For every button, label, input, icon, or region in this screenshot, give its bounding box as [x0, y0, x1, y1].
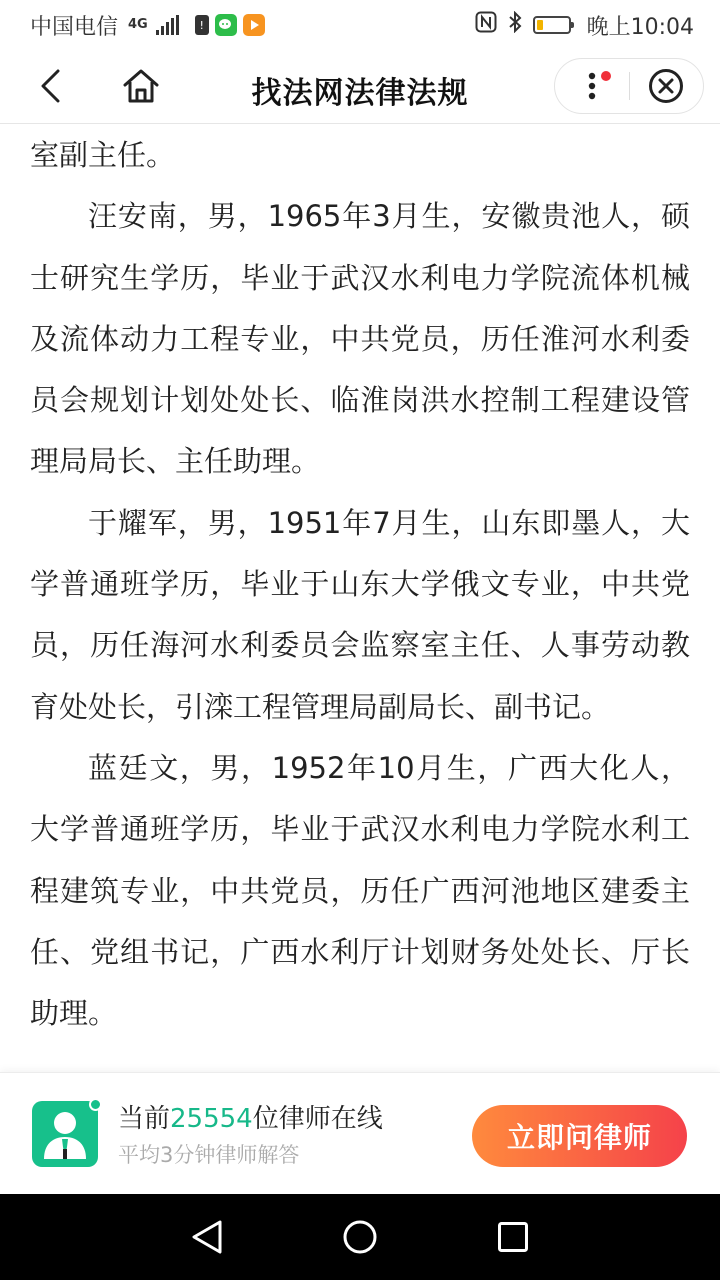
article-paragraph: 汪安南，男，1965年3月生，安徽贵池人，硕士研究生学历，毕业于武汉水利电力学院流体机械及流体动力工程专业，中共党员，历任淮河水利委员会规划计划处处长、临淮岗洪水控制工程建设管理局局长、主任助理。 [30, 199, 690, 479]
clock: 晚上10:04 [586, 14, 694, 40]
response-time-note: 平均3分钟律师解答 [118, 1143, 300, 1167]
home-button[interactable] [118, 64, 164, 108]
system-nav-bar [0, 1194, 720, 1280]
article-paragraph: 蓝廷文，男，1952年10月生，广西大化人，大学普通班学历，毕业于武汉水利电力学院水利工程建筑专业，中共党员，历任广西河池地区建委主任、党组书记，广西水利厅计划财务处处长、厅长助理。 [30, 750, 690, 1031]
online-status-dot [89, 1098, 102, 1111]
nfc-icon [475, 11, 497, 39]
wechat-notification-icon [215, 14, 237, 36]
circle-home-icon [342, 1219, 378, 1255]
close-icon [648, 68, 684, 104]
ask-lawyer-button[interactable]: 立即问律师 [472, 1105, 687, 1167]
status-bar [0, 0, 720, 50]
system-recents-button[interactable] [483, 1207, 543, 1267]
notification-dot [601, 71, 611, 81]
page-title: 找法网法律法规 [251, 76, 469, 111]
back-arrow-icon [39, 69, 61, 103]
status-left [30, 10, 475, 41]
close-button[interactable] [630, 59, 704, 113]
square-recents-icon [497, 1221, 529, 1253]
article-content[interactable] [0, 124, 720, 1072]
video-app-icon [243, 14, 265, 36]
online-lawyers-line [118, 1101, 383, 1137]
more-icon [588, 71, 596, 101]
triangle-back-icon [190, 1219, 224, 1255]
article-paragraph: 室副主任。 [30, 138, 176, 172]
consult-bar [0, 1072, 720, 1194]
system-back-button[interactable] [177, 1207, 237, 1267]
system-home-button[interactable] [330, 1207, 390, 1267]
back-button[interactable] [28, 64, 72, 108]
more-button[interactable] [555, 59, 629, 113]
battery-icon [533, 16, 571, 34]
nav-bar [0, 50, 720, 124]
network-type: 4G [128, 17, 148, 32]
article-paragraph: 于耀军，男，1951年7月生，山东即墨人，大学普通班学历，毕业于山东大学俄文专业，中共党员，历任海河水利委员会监察室主任、人事劳动教育处处长，引滦工程管理局副局长、副书记。 [30, 505, 690, 724]
status-right [475, 10, 694, 41]
signal-icon [156, 15, 179, 35]
sim-icon: ! [195, 15, 209, 35]
online-lawyer-count: 25554 [170, 1104, 253, 1134]
consult-text [118, 1101, 383, 1171]
home-icon [122, 68, 160, 104]
lawyer-avatar-icon[interactable] [32, 1101, 98, 1167]
bluetooth-icon [507, 11, 523, 39]
mini-program-capsule [554, 58, 704, 114]
carrier-label: 中国电信 [30, 14, 119, 40]
online-prefix: 当前 [118, 1104, 171, 1134]
online-suffix: 位律师在线 [252, 1104, 383, 1134]
